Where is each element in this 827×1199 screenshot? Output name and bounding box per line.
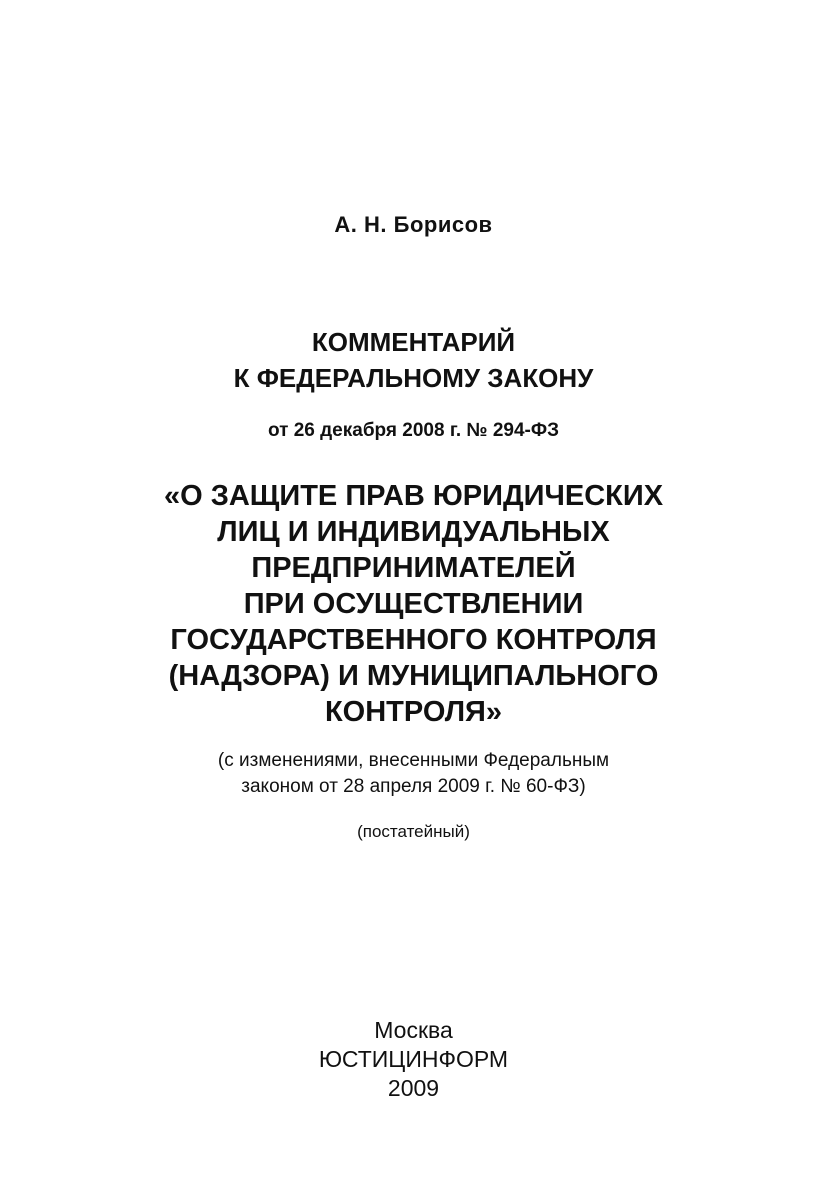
law-title-line-4: ПРИ ОСУЩЕСТВЛЕНИИ (243, 588, 584, 620)
amendments-line-2: законом от 28 апреля 2009 г. № 60-ФЗ) (241, 776, 586, 797)
law-title-line-6: (НАДЗОРА) И МУНИЦИПАЛЬНОГО (168, 660, 659, 692)
heading-line-1: КОММЕНТАРИЙ (311, 327, 516, 357)
law-date-number: от 26 декабря 2008 г. № 294-ФЗ (267, 420, 559, 441)
law-title-line-7: КОНТРОЛЯ» (324, 696, 503, 728)
law-title-line-2: ЛИЦ И ИНДИВИДУАЛЬНЫХ (217, 516, 610, 548)
amendments-note (0, 748, 827, 800)
law-title-line-3: ПРЕДПРИНИМАТЕЛЕЙ (251, 552, 576, 584)
imprint-year: 2009 (387, 1075, 440, 1101)
law-title (0, 478, 827, 730)
imprint-publisher: ЮСТИЦИНФОРМ (318, 1046, 509, 1072)
heading-line-2: К ФЕДЕРАЛЬНОМУ ЗАКОНУ (233, 363, 594, 393)
document-heading (0, 324, 827, 396)
per-article-note: (постатейный) (357, 822, 470, 841)
author-name: А. Н. Борисов (334, 212, 493, 237)
publisher-imprint (0, 1016, 827, 1103)
law-title-line-1: «О ЗАЩИТЕ ПРАВ ЮРИДИЧЕСКИХ (163, 480, 664, 512)
amendments-line-1: (с изменениями, внесенными Федеральным (217, 750, 610, 771)
law-title-line-5: ГОСУДАРСТВЕННОГО КОНТРОЛЯ (170, 624, 657, 656)
imprint-city: Москва (374, 1017, 453, 1043)
